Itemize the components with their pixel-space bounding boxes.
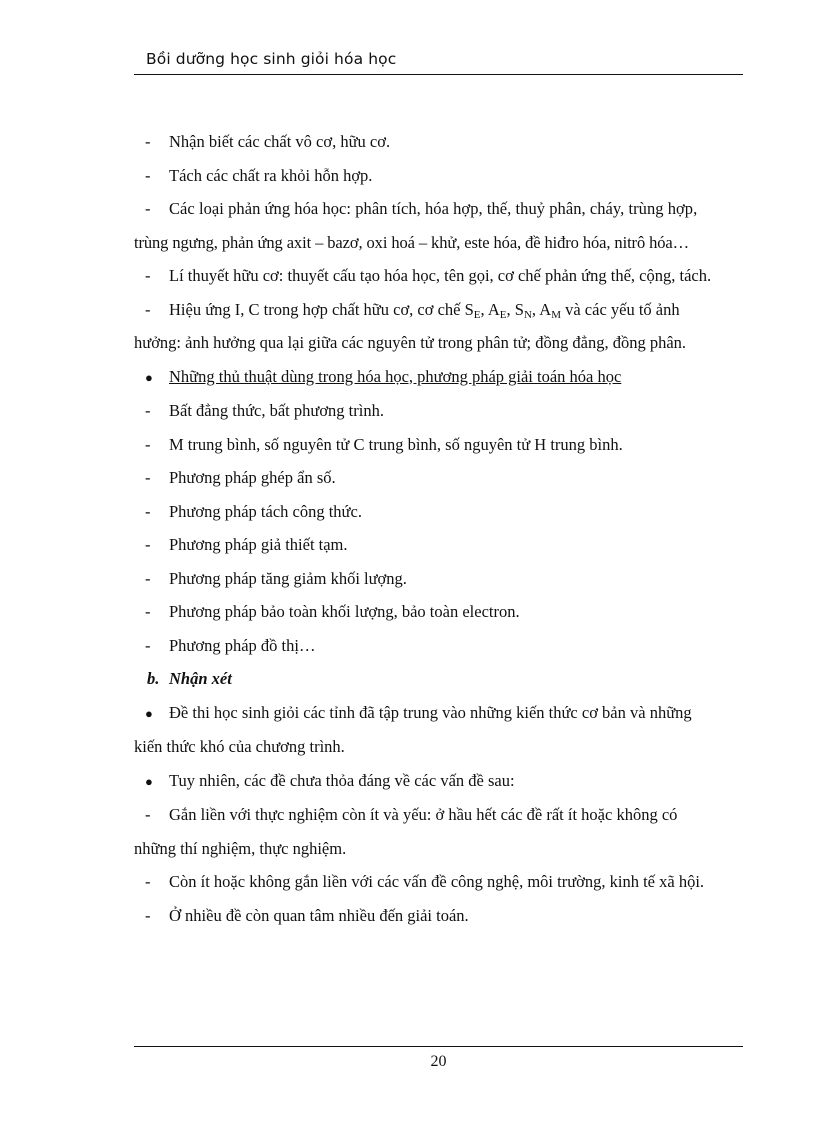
page-body [134, 125, 741, 932]
remark-item: - Gắn liền với thực nghiệm còn ít và yếu: ở hầu hết các đề rất ít hoặc không có những thí nghiệm, thực nghiệm. [134, 798, 741, 865]
method-item: - Phương pháp giả thiết tạm. [134, 528, 741, 562]
bullet-heading: ● Những thủ thuật dùng trong hóa học, phương pháp giải toán hóa học [134, 360, 741, 395]
method-item: - Bất đẳng thức, bất phương trình. [134, 394, 741, 428]
dash-marker: - [145, 299, 151, 319]
remark-bullet: ● Tuy nhiên, các đề chưa thỏa đáng về các vấn đề sau: [134, 764, 741, 799]
footer-rule [134, 1046, 743, 1047]
remark-item: - Còn ít hoặc không gắn liền với các vấn đề công nghệ, môi trường, kinh tế xã hội. [134, 865, 741, 899]
remark-bullet: ● Đề thi học sinh giỏi các tỉnh đã tập trung vào những kiến thức cơ bản và những kiến thức khó của chương trình. [134, 696, 741, 764]
dash-marker: - [145, 568, 151, 588]
dash-marker: - [145, 199, 151, 218]
dash-marker: - [145, 805, 151, 824]
dash-marker: - [145, 535, 151, 554]
dash-marker: - [145, 401, 151, 420]
dash-marker: - [145, 266, 151, 285]
list-item: - Lí thuyết hữu cơ: thuyết cấu tạo hóa học, tên gọi, cơ chế phản ứng thế, cộng, tách. [134, 259, 741, 293]
method-item: - Phương pháp tách công thức. [134, 495, 741, 529]
list-item: - Các loại phản ứng hóa học: phân tích, hóa hợp, thế, thuỷ phân, cháy, trùng hợp, trùng ngưng, phản ứng axit – bazơ, oxi hoá – khử, este hóa, đề hiđro hóa, nitrô hóa… [134, 192, 741, 259]
method-item: - Phương pháp tăng giảm khối lượng. [134, 562, 741, 596]
remark-item: - Ở nhiều đề còn quan tâm nhiều đến giải toán. [134, 899, 741, 933]
header-rule [134, 74, 743, 75]
dash-marker: - [145, 132, 151, 151]
method-item: - Phương pháp đồ thị… [134, 629, 741, 663]
method-item: - M trung bình, số nguyên tử C trung bình, số nguyên tử H trung bình. [134, 428, 741, 462]
bullet-marker: ● [145, 369, 153, 385]
dash-marker: - [145, 905, 151, 925]
dash-marker: - [145, 635, 151, 655]
dash-marker: - [145, 165, 151, 185]
running-header: Bồi dưỡng học sinh giỏi hóa học [146, 50, 397, 68]
bullet-marker: ● [145, 705, 153, 721]
dash-marker: - [145, 872, 151, 891]
method-item: - Phương pháp bảo toàn khối lượng, bảo toàn electron. [134, 595, 741, 629]
list-item: - Tách các chất ra khỏi hỗn hợp. [134, 159, 741, 193]
page-number: 20 [430, 1053, 447, 1070]
dash-marker: - [145, 468, 151, 487]
method-item: - Phương pháp ghép ẩn số. [134, 461, 741, 495]
list-item: - Hiệu ứng I, C trong hợp chất hữu cơ, cơ chế $S_E$, $A_E$, $S_N$, $A_M$ và các yếu tố ảnh hưởng: ảnh hưởng qua lại giữa các nguyên tử trong phân tử; đồng đẳng, đồng phân. [134, 293, 741, 360]
subsection-heading: b. Nhận xét [147, 669, 232, 688]
bullet-marker: ● [145, 773, 153, 789]
dash-marker: - [145, 501, 151, 521]
dash-marker: - [145, 602, 151, 621]
list-item: - Nhận biết các chất vô cơ, hữu cơ. [134, 125, 741, 159]
dash-marker: - [145, 434, 151, 454]
